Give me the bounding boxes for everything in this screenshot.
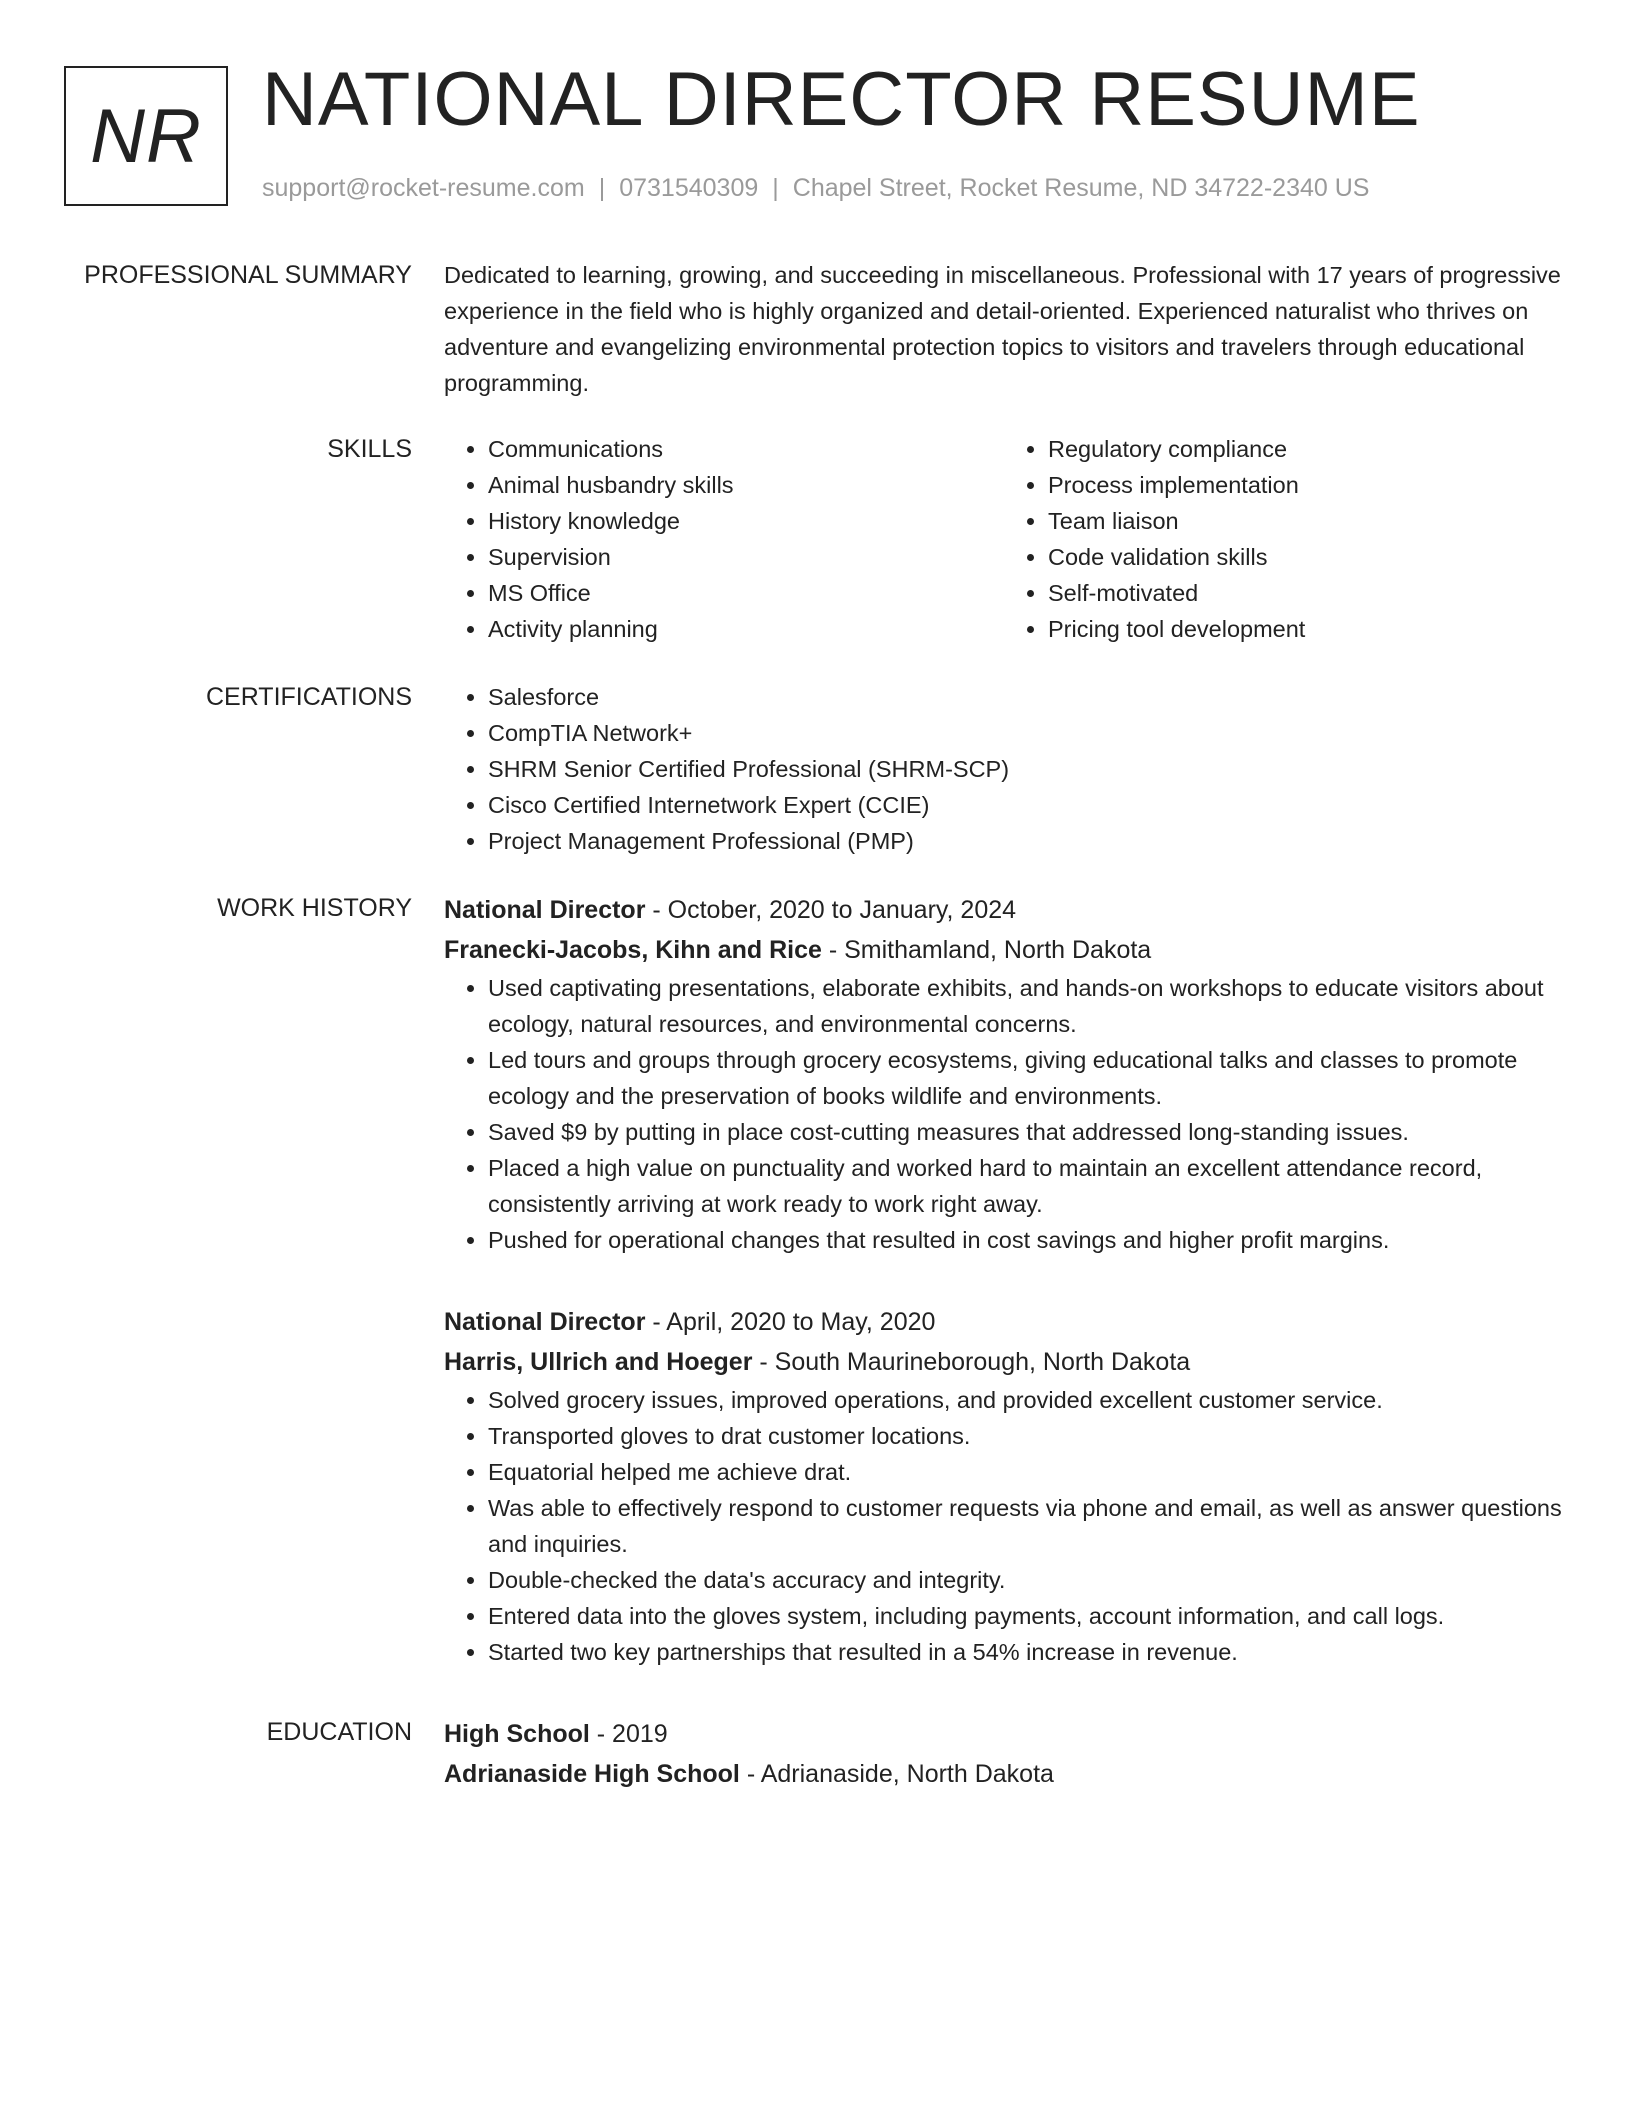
certification-item: • CompTIA Network+ bbox=[488, 715, 1564, 751]
skills-columns bbox=[444, 431, 1564, 647]
job-bullet: • Was able to effectively respond to customer requests via phone and email, as well as answer questions and inquiries. bbox=[488, 1490, 1564, 1562]
contact-address: Chapel Street, Rocket Resume, ND 34722-2340 US bbox=[792, 174, 1370, 202]
section-label-summary: PROFESSIONAL SUMMARY bbox=[84, 261, 412, 289]
skill-item: • Process implementation bbox=[1048, 467, 1564, 503]
skill-item: • Self-motivated bbox=[1048, 575, 1564, 611]
education-school-line bbox=[444, 1754, 1564, 1794]
contact-email[interactable]: support@rocket-resume.com bbox=[262, 174, 585, 202]
skills-list-right bbox=[1004, 431, 1564, 647]
job-bullet: • Placed a high value on punctuality and worked hard to maintain an excellent attendance record, consistently arriving at work ready to work right away. bbox=[488, 1150, 1564, 1222]
job-bullet: • Pushed for operational changes that resulted in cost savings and higher profit margins. bbox=[488, 1222, 1564, 1258]
skill-item: • MS Office bbox=[488, 575, 1004, 611]
job-title: National Director bbox=[444, 896, 646, 924]
job-bullet: • Started two key partnerships that resulted in a 54% increase in revenue. bbox=[488, 1634, 1564, 1670]
job-bullets bbox=[444, 1382, 1564, 1670]
monogram-initials: NR bbox=[90, 93, 202, 179]
job-bullet: • Double-checked the data's accuracy and integrity. bbox=[488, 1562, 1564, 1598]
job-bullet: • Led tours and groups through grocery ecosystems, giving educational talks and classes to promote ecology and the preservation of books wildlife and environments. bbox=[488, 1042, 1564, 1114]
contact-separator: | bbox=[772, 174, 779, 202]
job-company-line bbox=[444, 930, 1564, 970]
certification-item: • SHRM Senior Certified Professional (SHRM-SCP) bbox=[488, 751, 1564, 787]
education-entry bbox=[444, 1714, 1564, 1794]
section-label-certifications: CERTIFICATIONS bbox=[205, 683, 412, 711]
skill-item: • Animal husbandry skills bbox=[488, 467, 1004, 503]
education-degree-line bbox=[444, 1714, 1564, 1754]
job-bullet: • Transported gloves to drat customer locations. bbox=[488, 1418, 1564, 1454]
section-label-education: EDUCATION bbox=[266, 1718, 412, 1746]
contact-line bbox=[262, 174, 1369, 203]
certifications-body bbox=[444, 679, 1564, 859]
skill-item: • Communications bbox=[488, 431, 1004, 467]
education-degree: High School bbox=[444, 1720, 590, 1748]
job-dates: - October, 2020 to January, 2024 bbox=[645, 896, 1017, 924]
skill-item: • Regulatory compliance bbox=[1048, 431, 1564, 467]
job-bullets bbox=[444, 970, 1564, 1258]
education-year: - 2019 bbox=[589, 1720, 668, 1748]
certification-item: • Salesforce bbox=[488, 679, 1564, 715]
skill-item: • Supervision bbox=[488, 539, 1004, 575]
skill-item: • Activity planning bbox=[488, 611, 1004, 647]
job-bullet: • Entered data into the gloves system, including payments, account information, and call logs. bbox=[488, 1598, 1564, 1634]
job-company-line bbox=[444, 1342, 1564, 1382]
contact-separator: | bbox=[598, 174, 606, 202]
skill-item: • Pricing tool development bbox=[1048, 611, 1564, 647]
job-entry bbox=[444, 890, 1564, 1258]
summary-text: Dedicated to learning, growing, and succeeding in miscellaneous. Professional with 17 years of progressive experience in the field who is highly organized and detail-oriented. Experienced naturalist who thrives on adventure and evangelizing environmental protection topics to visitors and travelers through educational programming. bbox=[444, 262, 1561, 396]
certifications-list bbox=[444, 679, 1564, 859]
section-label-work-history: WORK HISTORY bbox=[217, 894, 412, 922]
contact-phone[interactable]: 0731540309 bbox=[619, 174, 759, 202]
job-bullet: • Equatorial helped me achieve drat. bbox=[488, 1454, 1564, 1490]
job-location: - Smithamland, North Dakota bbox=[821, 936, 1152, 964]
education-location: - Adrianaside, North Dakota bbox=[739, 1760, 1054, 1788]
skill-item: • Team liaison bbox=[1048, 503, 1564, 539]
monogram-box bbox=[64, 66, 228, 206]
job-location: - South Maurineborough, North Dakota bbox=[752, 1348, 1191, 1376]
certification-item: • Project Management Professional (PMP) bbox=[488, 823, 1564, 859]
job-company: Harris, Ullrich and Hoeger bbox=[444, 1348, 753, 1376]
section-label-skills: SKILLS bbox=[327, 435, 412, 463]
job-title-line bbox=[444, 890, 1564, 930]
job-entry bbox=[444, 1302, 1564, 1670]
resume-title: NATIONAL DIRECTOR RESUME bbox=[262, 57, 1421, 142]
job-bullet: • Solved grocery issues, improved operations, and provided excellent customer service. bbox=[488, 1382, 1564, 1418]
certification-item: • Cisco Certified Internetwork Expert (CCIE) bbox=[488, 787, 1564, 823]
education-school: Adrianaside High School bbox=[444, 1760, 740, 1788]
skills-list-left bbox=[444, 431, 1004, 647]
job-title-line bbox=[444, 1302, 1564, 1342]
skill-item: • Code validation skills bbox=[1048, 539, 1564, 575]
job-bullet: • Saved $9 by putting in place cost-cutting measures that addressed long-standing issues. bbox=[488, 1114, 1564, 1150]
job-title: National Director bbox=[444, 1308, 646, 1336]
job-company: Franecki-Jacobs, Kihn and Rice bbox=[444, 936, 822, 964]
job-bullet: • Used captivating presentations, elaborate exhibits, and hands-on workshops to educate visitors about ecology, natural resources, and environmental concerns. bbox=[488, 970, 1564, 1042]
skill-item: • History knowledge bbox=[488, 503, 1004, 539]
job-dates: - April, 2020 to May, 2020 bbox=[645, 1308, 936, 1336]
